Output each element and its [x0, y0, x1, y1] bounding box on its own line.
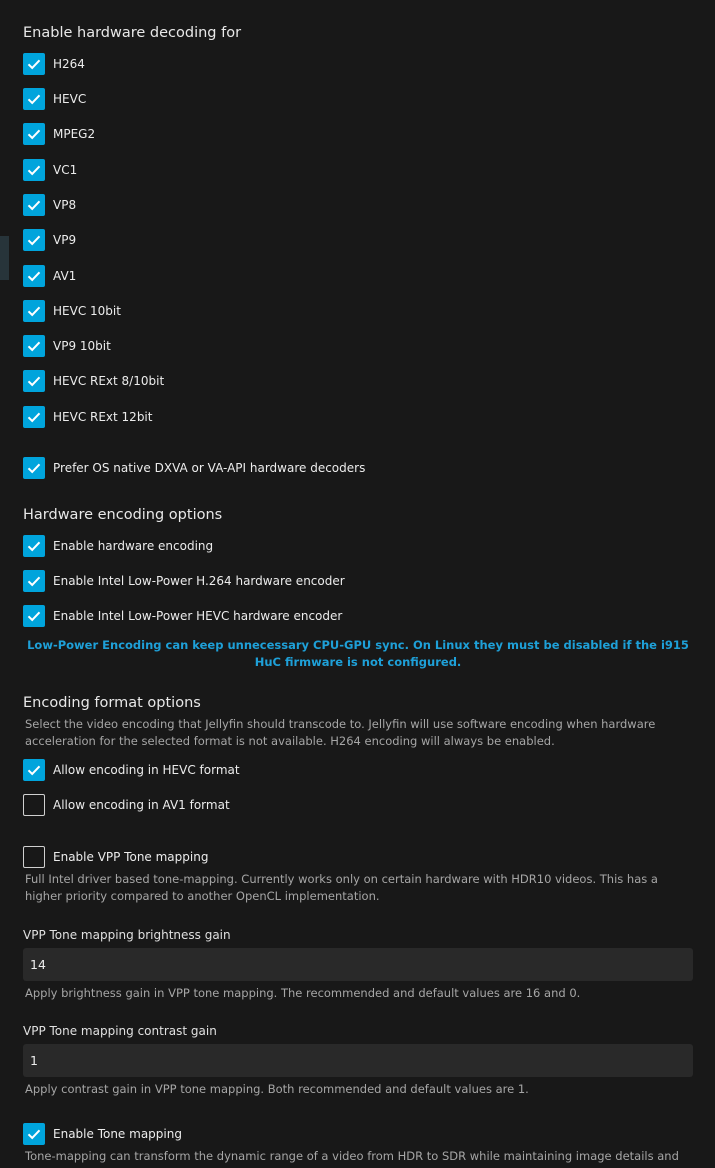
checkmark-icon	[26, 373, 42, 389]
checkbox-enable-hw-encoding-label: Enable hardware encoding	[53, 539, 214, 553]
checkmark-icon	[26, 126, 42, 142]
checkbox-vp9-box[interactable]	[23, 229, 45, 251]
checkbox-allow-av1-label: Allow encoding in AV1 format	[53, 798, 230, 812]
checkbox-hevc-rext-8-10bit-box[interactable]	[23, 370, 45, 392]
checkbox-vpp-tonemapping[interactable]	[23, 845, 208, 869]
checkbox-hevc-rext-8-10bit-label: HEVC RExt 8/10bit	[53, 374, 165, 388]
sidebar-edge	[0, 236, 9, 280]
checkbox-enable-tonemapping-box[interactable]	[23, 1123, 45, 1145]
checkbox-enable-tonemapping[interactable]	[23, 1122, 182, 1146]
checkbox-av1-box[interactable]	[23, 265, 45, 287]
checkbox-decode-vp8[interactable]	[23, 193, 76, 217]
checkbox-vc1-box[interactable]	[23, 159, 45, 181]
checkmark-icon	[26, 162, 42, 178]
format-section-title: Encoding format options	[23, 695, 201, 711]
checkmark-icon	[26, 460, 42, 476]
checkbox-hevc-10bit-label: HEVC 10bit	[53, 304, 121, 318]
checkbox-hevc-box[interactable]	[23, 88, 45, 110]
checkbox-allow-hevc-label: Allow encoding in HEVC format	[53, 763, 240, 777]
tonemapping-description: Tone-mapping can transform the dynamic range of a video from HDR to SDR while maintaining image details and	[25, 1149, 679, 1163]
vpp-contrast-input[interactable]	[23, 1044, 693, 1077]
checkbox-mpeg2-box[interactable]	[23, 123, 45, 145]
checkbox-vp8-box[interactable]	[23, 194, 45, 216]
checkbox-hevc-label: HEVC	[53, 92, 87, 106]
format-description: Select the video encoding that Jellyfin should transcode to. Jellyfin will use software encoding when hardware acceleration for the selected format is not available. H264 encoding will always be enabled.	[25, 717, 656, 748]
vpp-brightness-help: Apply brightness gain in VPP tone mapping. The recommended and default values are 16 and 0.	[25, 986, 581, 1000]
checkbox-hevc-rext-12bit-box[interactable]	[23, 406, 45, 428]
checkbox-prefer-native-decoders[interactable]	[23, 456, 365, 480]
checkbox-enable-hw-encoding-box[interactable]	[23, 535, 45, 557]
checkmark-icon	[26, 409, 42, 425]
encoding-section-title: Hardware encoding options	[23, 507, 223, 523]
vpp-contrast-help: Apply contrast gain in VPP tone mapping. Both recommended and default values are 1.	[25, 1082, 529, 1096]
checkbox-decode-vp9[interactable]	[23, 228, 76, 252]
vpp-contrast-label: VPP Tone mapping contrast gain	[23, 1024, 217, 1038]
checkbox-decode-vp9-10bit[interactable]	[23, 334, 111, 358]
checkbox-vp8-label: VP8	[53, 198, 77, 212]
decoding-section-title: Enable hardware decoding for	[23, 25, 242, 41]
checkmark-icon	[26, 303, 42, 319]
checkbox-hevc-rext-12bit-label: HEVC RExt 12bit	[53, 410, 153, 424]
checkbox-vpp-tonemapping-label: Enable VPP Tone mapping	[53, 850, 209, 864]
checkmark-icon	[26, 608, 42, 624]
checkbox-h264-box[interactable]	[23, 53, 45, 75]
checkbox-allow-av1-box[interactable]	[23, 794, 45, 816]
checkbox-allow-hevc[interactable]	[23, 758, 240, 782]
vpp-tonemapping-description: Full Intel driver based tone-mapping. Currently works only on certain hardware with HDR10 videos. This has a higher priority compared to another OpenCL implementation.	[25, 872, 658, 903]
checkbox-intel-lp-hevc-box[interactable]	[23, 605, 45, 627]
checkbox-intel-lp-h264[interactable]	[23, 569, 345, 593]
checkbox-intel-lp-h264-label: Enable Intel Low-Power H.264 hardware encoder	[53, 574, 345, 588]
checkbox-allow-av1[interactable]	[23, 793, 230, 817]
checkbox-vc1-label: VC1	[53, 163, 78, 177]
checkmark-icon	[26, 232, 42, 248]
checkbox-decode-mpeg2[interactable]	[23, 122, 95, 146]
checkbox-allow-hevc-box[interactable]	[23, 759, 45, 781]
checkbox-mpeg2-label: MPEG2	[53, 127, 96, 141]
checkbox-vp9-label: VP9	[53, 233, 77, 247]
checkbox-prefer-native-box[interactable]	[23, 457, 45, 479]
checkbox-vpp-tonemapping-box[interactable]	[23, 846, 45, 868]
checkbox-enable-hw-encoding[interactable]	[23, 534, 213, 558]
checkmark-icon	[26, 197, 42, 213]
vpp-brightness-input[interactable]	[23, 948, 693, 981]
checkbox-prefer-native-label: Prefer OS native DXVA or VA-API hardware decoders	[53, 461, 366, 475]
checkmark-icon	[26, 91, 42, 107]
checkbox-decode-hevc-rext-12bit[interactable]	[23, 405, 152, 429]
checkbox-decode-hevc-rext-8-10bit[interactable]	[23, 369, 164, 393]
checkbox-vp9-10bit-box[interactable]	[23, 335, 45, 357]
checkbox-h264-label: H264	[53, 57, 85, 71]
checkbox-intel-lp-hevc-label: Enable Intel Low-Power HEVC hardware encoder	[53, 609, 343, 623]
checkbox-intel-lp-h264-box[interactable]	[23, 570, 45, 592]
checkbox-decode-h264[interactable]	[23, 52, 85, 76]
checkbox-decode-hevc[interactable]	[23, 87, 86, 111]
checkbox-hevc-10bit-box[interactable]	[23, 300, 45, 322]
checkbox-enable-tonemapping-label: Enable Tone mapping	[53, 1127, 182, 1141]
checkmark-icon	[26, 538, 42, 554]
checkbox-vp9-10bit-label: VP9 10bit	[53, 339, 111, 353]
checkmark-icon	[26, 762, 42, 778]
checkmark-icon	[26, 1126, 42, 1142]
checkbox-av1-label: AV1	[53, 269, 77, 283]
checkmark-icon	[26, 56, 42, 72]
checkbox-decode-av1[interactable]	[23, 264, 76, 288]
checkmark-icon	[26, 268, 42, 284]
checkbox-intel-lp-hevc[interactable]	[23, 604, 342, 628]
checkmark-icon	[26, 573, 42, 589]
vpp-brightness-label: VPP Tone mapping brightness gain	[23, 928, 231, 942]
checkbox-decode-vc1[interactable]	[23, 158, 77, 182]
checkbox-decode-hevc-10bit[interactable]	[23, 299, 121, 323]
low-power-warning: Low-Power Encoding can keep unnecessary CPU-GPU sync. On Linux they must be disabled if the i915 HuC firmware is not configured.	[27, 638, 689, 669]
checkmark-icon	[26, 338, 42, 354]
